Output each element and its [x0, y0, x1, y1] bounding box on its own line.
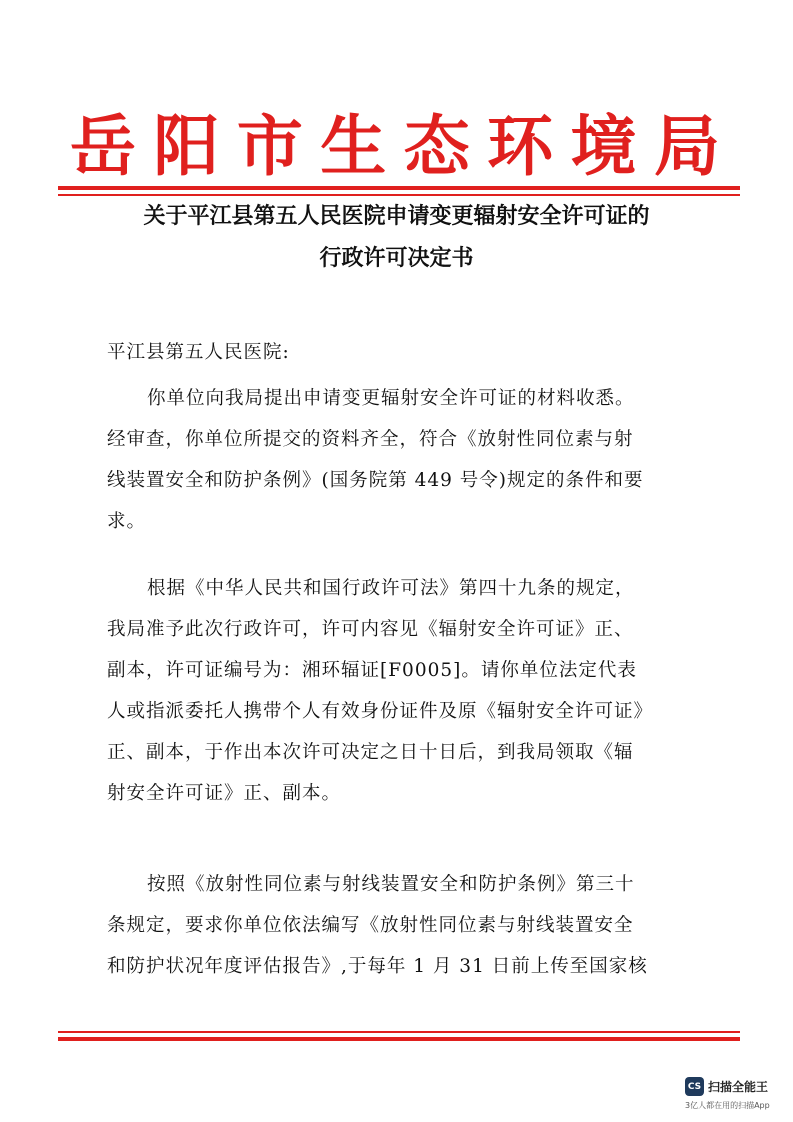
watermark-tagline: 3亿人都在用的扫描App: [685, 1101, 770, 1110]
document-title-line-1: 关于平江县第五人民医院申请变更辐射安全许可证的: [143, 204, 650, 229]
document-title-line-2: 行政许可决定书: [319, 246, 474, 271]
footer-divider-thick: [58, 1037, 740, 1041]
paragraph-line: 和防护状况年度评估报告》,于每年 1 月 31 日前上传至国家核: [107, 956, 648, 977]
paragraph-line: 按照《放射性同位素与射线装置安全和防护条例》第三十: [147, 874, 635, 895]
letterhead-divider-thick: [58, 186, 740, 190]
scanner-watermark: [685, 1077, 785, 1117]
letterhead-char: 态: [403, 106, 470, 185]
paragraph-line: 人或指派委托人携带个人有效身份证件及原《辐射安全许可证》: [107, 701, 654, 722]
paragraph-2: [107, 568, 697, 814]
letterhead-title: [70, 100, 720, 185]
letterhead-char: 市: [236, 106, 303, 185]
paragraph-line: 我局准予此次行政许可，许可内容见《辐射安全许可证》正、: [107, 619, 634, 640]
watermark-app-name: 扫描全能王: [708, 1080, 769, 1094]
paragraph-line: 条规定，要求你单位依法编写《放射性同位素与射线装置安全: [107, 915, 634, 936]
letterhead-char: 局: [653, 106, 720, 185]
paragraph-line: 根据《中华人民共和国行政许可法》第四十九条的规定，: [147, 578, 635, 599]
letterhead-char: 境: [570, 106, 637, 185]
paragraph-3: [107, 864, 697, 987]
paragraph-1: [107, 378, 697, 542]
paragraph-line: 正、副本，于作出本次许可决定之日十日后，到我局领取《辐: [107, 742, 634, 763]
letterhead-char: 环: [487, 106, 554, 185]
camscanner-logo-icon: CS: [685, 1077, 704, 1096]
paragraph-line: 你单位向我局提出申请变更辐射安全许可证的材料收悉。: [147, 388, 635, 409]
footer-divider-thin: [58, 1031, 740, 1033]
letterhead-char: 岳: [70, 106, 136, 185]
paragraph-line: 射安全许可证》正、副本。: [107, 783, 342, 804]
letterhead-char: 生: [320, 106, 387, 185]
paragraph-line: 副本，许可证编号为：湘环辐证[F0005]。请你单位法定代表: [107, 660, 637, 681]
paragraph-line: 求。: [107, 511, 147, 532]
letterhead-divider-thin: [58, 194, 740, 196]
paragraph-line: 经审查，你单位所提交的资料齐全，符合《放射性同位素与射: [107, 429, 634, 450]
letterhead-char: 阳: [153, 106, 220, 185]
paragraph-line: 线装置安全和防护条例》(国务院第 449 号令)规定的条件和要: [107, 470, 644, 491]
salutation: 平江县第五人民医院:: [107, 342, 290, 363]
